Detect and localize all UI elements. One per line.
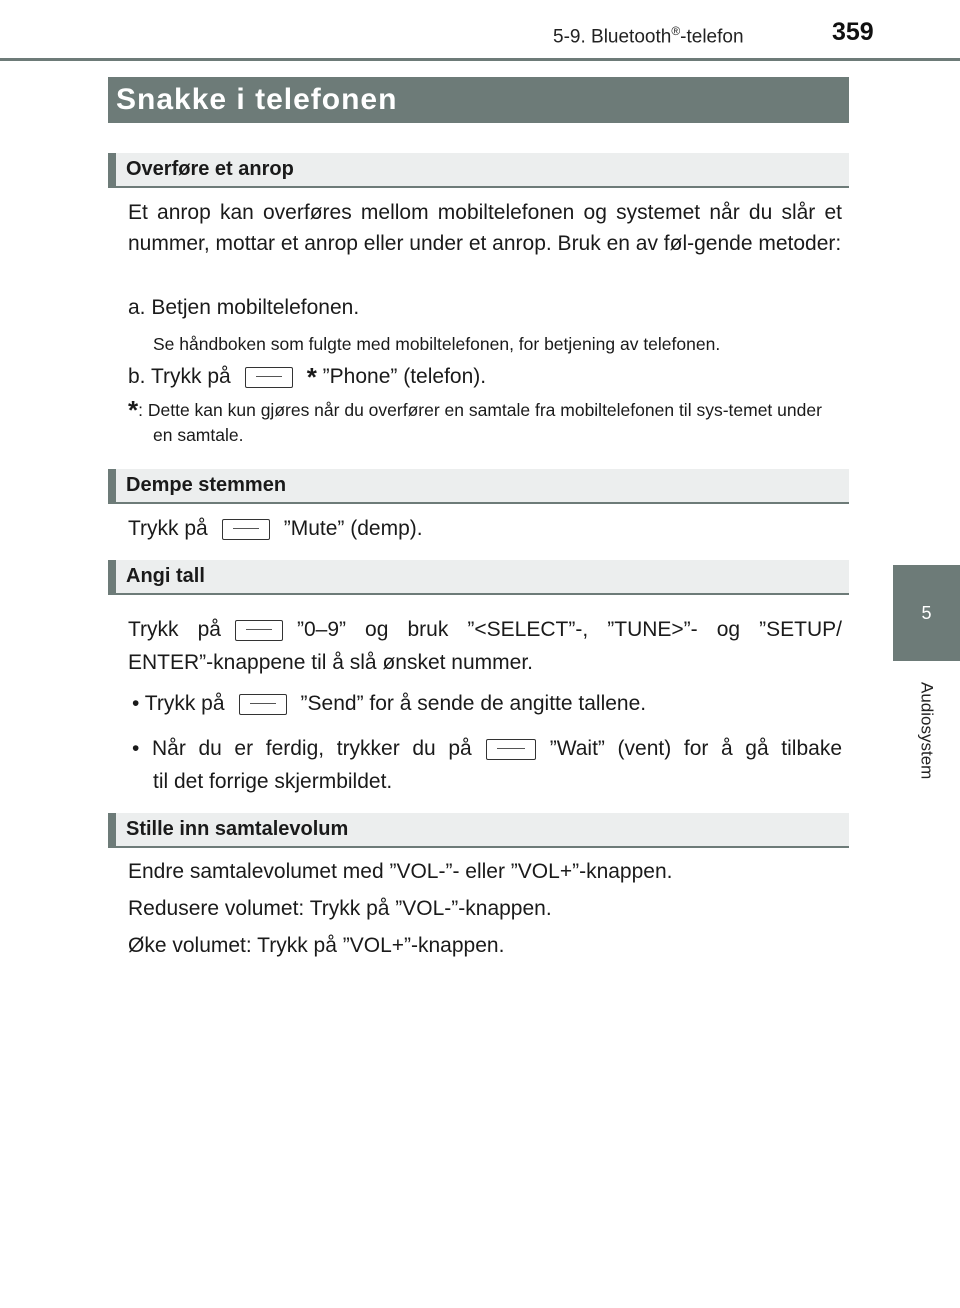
digits-button-icon: [235, 620, 283, 641]
chapter-tab-number: 5: [893, 565, 960, 661]
option-a: a. Betjen mobiltelefonen.: [128, 296, 360, 319]
digits-line2: ENTER”-knappene til å slå ønsket nummer.: [128, 651, 533, 674]
page-title: Snakke i telefonen: [108, 77, 849, 123]
header-rule: [0, 58, 960, 61]
option-a-note: Se håndboken som fulgte med mobiltelefonen, for betjening av telefonen.: [153, 334, 721, 354]
heading-enter-digits: Angi tall: [108, 560, 849, 595]
option-b: [128, 361, 842, 393]
volume-line1: Endre samtalevolumet med ”VOL-”- eller ”VOL+”-knappen.: [128, 860, 673, 883]
bullet-wait: [132, 733, 842, 764]
bullet-send-suffix: ”Send” for å sende de angitte tallene.: [300, 692, 647, 715]
heading-transfer-call: Overføre et anrop: [108, 153, 849, 188]
mute-button-icon: [222, 519, 270, 540]
option-b-suffix: ”Phone” (telefon).: [322, 365, 487, 388]
chapter-tab-label: [893, 661, 960, 801]
phone-button-icon: [245, 367, 293, 388]
volume-line3: Øke volumet: Trykk på ”VOL+”-knappen.: [128, 934, 505, 957]
send-button-icon: [239, 694, 287, 715]
volume-line2: Redusere volumet: Trykk på ”VOL-”-knappen.: [128, 897, 552, 920]
mute-text: [128, 513, 842, 544]
digits-line1: [128, 614, 842, 645]
transfer-intro: Et anrop kan overføres mellom mobiltelefonen og systemet når du slår et nummer, mottar et anrop eller under et anrop. Bruk en av føl-gende metoder:: [128, 201, 842, 255]
digits-prefix: Trykk på: [128, 618, 221, 641]
heading-call-volume: Stille inn samtalevolum: [108, 813, 849, 848]
wait-button-icon: [486, 739, 536, 760]
option-b-prefix: b. Trykk på: [128, 365, 231, 388]
chapter-label-text: Audiosystem: [917, 682, 937, 780]
page-number: 359: [832, 18, 874, 46]
section-header: [553, 24, 744, 48]
heading-mute: Dempe stemmen: [108, 469, 849, 504]
bullet-wait-prefix: • Når du er ferdig, trykker du på: [132, 737, 472, 760]
section-prefix: 5-9. Bluetooth: [553, 26, 672, 48]
registered-mark: ®: [671, 24, 681, 38]
bullet-send: [132, 688, 846, 719]
footnote-marker: *: [128, 395, 139, 425]
digits-suffix: ”0–9” og bruk ”<SELECT”-, ”TUNE>”- og ”SETUP/: [296, 618, 842, 641]
section-suffix: -telefon: [680, 26, 744, 48]
mute-suffix: ”Mute” (demp).: [283, 517, 423, 540]
footnote-text: : Dette kan kun gjøres når du overfører en samtale fra mobiltelefonen til sys-temet under en samtale.: [138, 400, 822, 445]
bullet-wait-line2: til det forrige skjermbildet.: [153, 770, 393, 793]
bullet-send-prefix: • Trykk på: [132, 692, 225, 715]
bullet-wait-suffix: ”Wait” (vent) for å gå tilbake: [549, 737, 842, 760]
mute-prefix: Trykk på: [128, 517, 208, 540]
footnote: [128, 395, 842, 448]
footnote-star: *: [306, 362, 317, 392]
